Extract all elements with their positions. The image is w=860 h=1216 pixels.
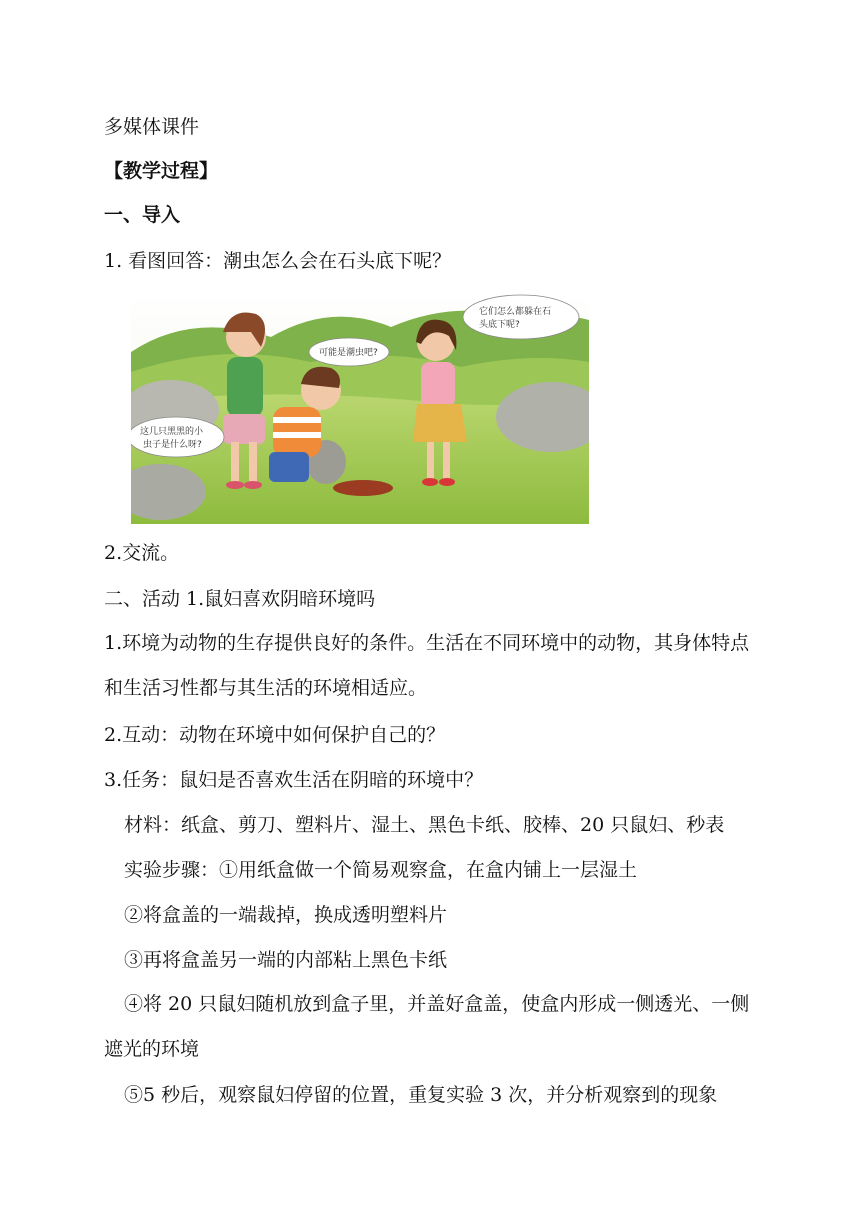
bubble-right-text-1: 它们怎么都躲在石 xyxy=(479,307,552,317)
item-discussion: 2.交流。 xyxy=(104,542,180,564)
paragraph-task: 3.任务：鼠妇是否喜欢生活在阴暗的环境中？ xyxy=(104,769,484,791)
section-activity-heading: 二、活动 1.鼠妇喜欢阴暗环境吗 xyxy=(104,588,376,610)
paragraph-environment: 1.环境为动物的生存提供良好的条件。生活在不同环境中的动物，其身体特点和生活习性都与其生活的环境相适应。 xyxy=(104,632,750,699)
bubble-left-text-1: 这几只黑黑的小 xyxy=(140,427,204,437)
bubble-left-text-2: 虫子是什么呀? xyxy=(143,440,202,450)
section-intro-heading: 一、导入 xyxy=(104,204,181,226)
bubble-middle-text: 可能是潮虫吧? xyxy=(319,348,378,358)
materials-header: 多媒体课件 xyxy=(104,116,200,138)
paragraph-interaction: 2.互动：动物在环境中如何保护自己的？ xyxy=(104,724,446,746)
bubble-right-text-2: 头底下呢? xyxy=(479,320,520,330)
experiment-step-4: ④将 20 只鼠妇随机放到盒子里，并盖好盒盖，使盒内形成一侧透光、一侧遮光的环境 xyxy=(104,993,750,1060)
materials-list: 材料：纸盒、剪刀、塑料片、湿土、黑色卡纸、胶棒、20 只鼠妇、秒表 xyxy=(124,814,725,836)
experiment-step-1: 实验步骤：①用纸盒做一个简易观察盒，在盒内铺上一层湿土 xyxy=(124,859,638,881)
process-header: 【教学过程】 xyxy=(104,160,219,182)
experiment-step-3: ③再将盒盖另一端的内部粘上黑色卡纸 xyxy=(124,949,448,971)
experiment-step-5: ⑤5 秒后，观察鼠妇停留的位置，重复实验 3 次，并分析观察到的现象 xyxy=(124,1084,718,1106)
children-illustration xyxy=(131,292,589,524)
experiment-step-2: ②将盒盖的一端裁掉，换成透明塑料片 xyxy=(124,904,448,926)
item-look-and-answer: 1. 看图回答：潮虫怎么会在石头底下呢？ xyxy=(104,250,452,272)
